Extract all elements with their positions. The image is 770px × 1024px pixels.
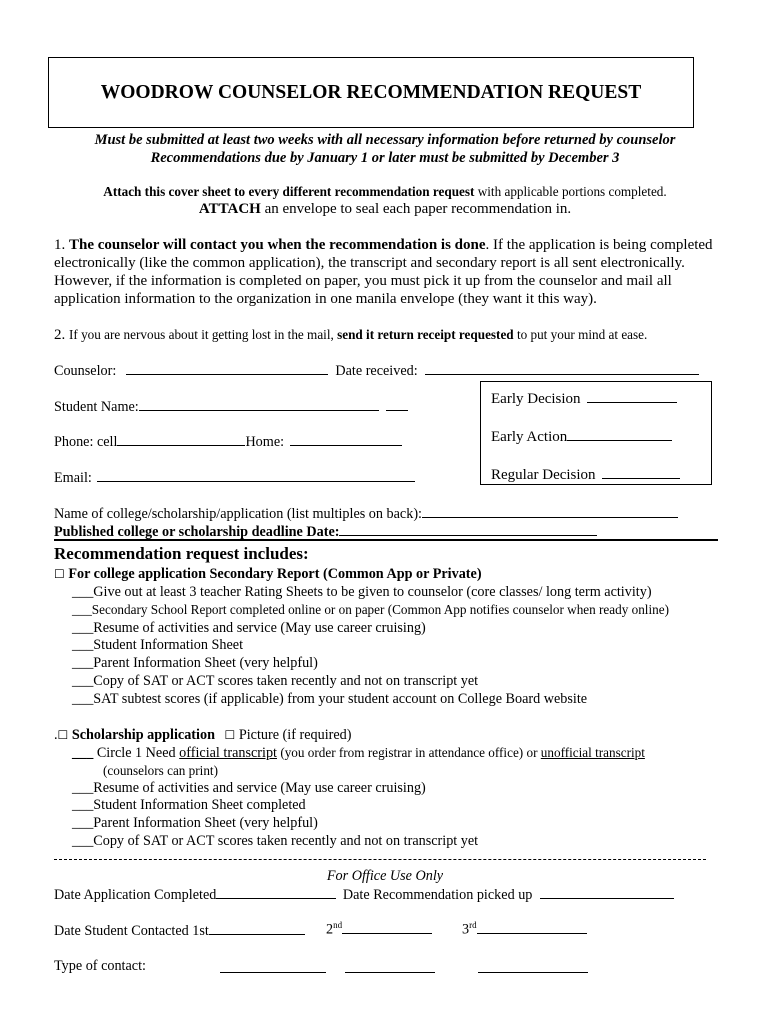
date-received-label: Date received: xyxy=(335,363,418,379)
transcript-mid: (you order from registrar in attendance office) or xyxy=(277,745,541,760)
official-transcript-option[interactable]: official transcript xyxy=(179,745,278,761)
section-divider xyxy=(54,539,718,541)
transcript-pre: Circle 1 Need xyxy=(93,745,180,761)
includes-heading: Recommendation request includes: xyxy=(54,544,309,563)
college-name-row xyxy=(54,505,678,523)
instruction-1-number: 1. xyxy=(54,237,69,253)
type-of-contact-label: Type of contact: xyxy=(54,958,146,974)
second-label: 2 xyxy=(326,921,334,938)
date-contacted-third-field[interactable] xyxy=(477,921,587,934)
deadline-label: Published college or scholarship deadline Date: xyxy=(54,524,340,540)
college-application-heading: For college application Secondary Report (Common App or Private) xyxy=(68,566,482,582)
regular-decision-field[interactable] xyxy=(602,466,680,479)
date-contacted-first-field[interactable] xyxy=(209,922,305,935)
contacted-second xyxy=(326,920,432,939)
counselors-can-print-note: (counselors can print) xyxy=(103,763,218,778)
student-name-row xyxy=(54,398,408,416)
early-decision-label: Early Decision xyxy=(491,391,581,407)
attach-instruction xyxy=(0,184,770,200)
transcript-row xyxy=(72,745,645,762)
college-item-1: ___Give out at least 3 teacher Rating Sheets to be given to counselor (core classes/ long term activity) xyxy=(72,584,652,600)
office-use-heading: For Office Use Only xyxy=(326,868,444,884)
regular-decision-label: Regular Decision xyxy=(491,467,596,483)
subtitle-line-2: Recommendations due by January 1 or later must be submitted by December 3 xyxy=(150,150,620,166)
deadline-field[interactable] xyxy=(339,523,597,536)
subtitle-line-1: Must be submitted at least two weeks with all necessary information before returned by counselor xyxy=(94,132,676,148)
contacted-third xyxy=(462,920,587,939)
counselor-row xyxy=(54,362,699,380)
college-name-field[interactable] xyxy=(422,505,678,518)
phone-home-label: Home: xyxy=(245,434,285,450)
date-recommendation-picked-up-field[interactable] xyxy=(540,886,674,899)
college-item-4: ___Student Information Sheet xyxy=(72,637,244,653)
scholarship-item-4: ___Copy of SAT or ACT scores taken recently and not on transcript yet xyxy=(72,833,479,849)
counselor-field[interactable] xyxy=(126,362,328,375)
page-title: WOODROW COUNSELOR RECOMMENDATION REQUEST xyxy=(100,82,642,103)
instruction-2-rest: to put your mind at ease. xyxy=(513,327,648,342)
date-application-completed-field[interactable] xyxy=(216,886,336,899)
early-action-row xyxy=(491,428,672,446)
picture-label: Picture (if required) xyxy=(238,727,352,743)
office-row-2 xyxy=(54,922,305,940)
date-received-field[interactable] xyxy=(425,362,699,375)
phone-cell-label: Phone: cell xyxy=(54,434,118,450)
type-of-contact-field-1[interactable] xyxy=(220,960,326,973)
decision-type-box xyxy=(480,381,712,485)
student-name-label: Student Name: xyxy=(54,399,139,415)
phone-home-field[interactable] xyxy=(290,433,402,446)
office-divider xyxy=(54,859,706,860)
title-box xyxy=(48,57,694,128)
scholarship-heading-row xyxy=(54,727,352,744)
attach-envelope-rest: an envelope to seal each paper recommendation in. xyxy=(260,201,572,217)
scholarship-heading: Scholarship application xyxy=(71,727,215,743)
scholarship-checkbox[interactable]: ☐ xyxy=(57,728,69,742)
scholarship-item-3: ___Parent Information Sheet (very helpful) xyxy=(72,815,318,831)
college-item-3: ___Resume of activities and service (May use career cruising) xyxy=(72,620,426,636)
office-row-1 xyxy=(54,886,674,904)
instruction-1-rest: . If the application is being completed electronically (like the common application), the transcript and secondary report is all sent electronically. However, if the information is completed on paper, you must pick it up from the counselor and mail all application information to the organization in one manila envelope (they want it this way). xyxy=(54,237,713,307)
scholarship-prefix: . xyxy=(54,727,58,743)
early-action-field[interactable] xyxy=(567,428,672,441)
attach-rest: with applicable portions completed. xyxy=(474,184,667,199)
attach-envelope-bold: ATTACH xyxy=(198,201,261,217)
early-decision-field[interactable] xyxy=(587,390,677,403)
college-item-7: ___SAT subtest scores (if applicable) from your student account on College Board website xyxy=(72,691,588,707)
phone-cell-field[interactable] xyxy=(117,433,245,446)
instruction-2 xyxy=(54,327,647,344)
email-row xyxy=(54,469,415,487)
college-application-heading-row xyxy=(54,566,482,583)
student-name-field[interactable] xyxy=(139,398,379,411)
picture-checkbox[interactable]: ☐ xyxy=(224,728,236,742)
second-sup: nd xyxy=(333,920,343,930)
email-label: Email: xyxy=(54,470,92,486)
email-field[interactable] xyxy=(97,469,415,482)
early-action-label: Early Action xyxy=(491,429,568,445)
transcript-blank: ___ xyxy=(72,745,94,761)
college-item-2: ___Secondary School Report completed online or on paper (Common App notifies counselor when ready online) xyxy=(72,602,669,617)
instruction-2-bold: send it return receipt requested xyxy=(337,327,514,342)
type-of-contact-field-3[interactable] xyxy=(478,960,588,973)
attach-bold: Attach this cover sheet to every different recommendation request xyxy=(103,184,475,199)
third-label: 3 xyxy=(462,921,470,938)
date-application-completed-label: Date Application Completed xyxy=(54,887,217,903)
instruction-1 xyxy=(54,236,719,308)
student-name-extra-field[interactable] xyxy=(386,398,408,411)
instruction-2-number: 2. xyxy=(54,327,69,343)
scholarship-item-2: ___Student Information Sheet completed xyxy=(72,797,306,813)
college-checkbox[interactable]: ☐ xyxy=(54,567,65,581)
instruction-1-bold: The counselor will contact you when the recommendation is done xyxy=(69,237,486,253)
type-of-contact-field-2[interactable] xyxy=(345,960,435,973)
attach-envelope-instruction xyxy=(0,201,770,218)
college-item-6: ___Copy of SAT or ACT scores taken recently and not on transcript yet xyxy=(72,673,479,689)
counselor-label: Counselor: xyxy=(54,363,117,379)
early-decision-row xyxy=(491,390,677,408)
scholarship-item-1: ___Resume of activities and service (May use career cruising) xyxy=(72,780,426,796)
date-recommendation-picked-up-label: Date Recommendation picked up xyxy=(342,887,533,903)
college-name-label: Name of college/scholarship/application (list multiples on back): xyxy=(54,506,422,522)
date-student-contacted-label: Date Student Contacted 1st xyxy=(54,923,209,939)
unofficial-transcript-option[interactable]: unofficial transcript xyxy=(540,745,645,760)
instruction-2-pre: If you are nervous about it getting lost in the mail, xyxy=(69,327,338,342)
date-contacted-second-field[interactable] xyxy=(342,921,432,934)
third-sup: rd xyxy=(469,920,477,930)
regular-decision-row xyxy=(491,466,680,484)
college-item-5: ___Parent Information Sheet (very helpful) xyxy=(72,655,318,671)
phone-row xyxy=(54,433,402,451)
